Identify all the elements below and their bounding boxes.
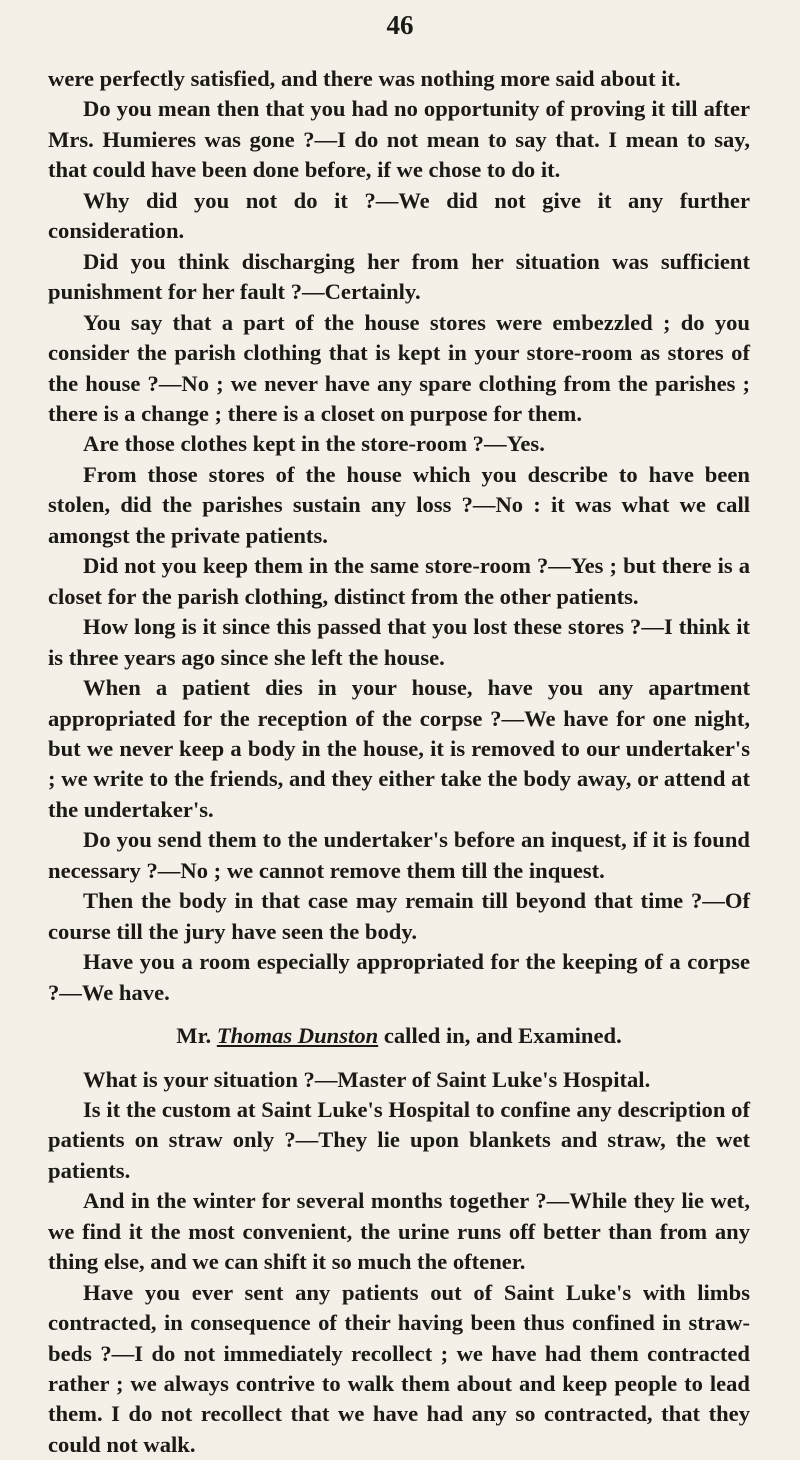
paragraph: How long is it since this passed that you lost these stores ?—I think it is three years ago since she left the house. (48, 614, 750, 670)
paragraph: Is it the custom at Saint Luke's Hospital to confine any description of patients on straw only ?—They lie upon blankets and straw, the wet patients. (48, 1096, 750, 1183)
paragraph: And in the winter for several months together ?—While they lie wet, we find it the most convenient, the urine runs off better than from any thing else, and we can shift it so much the oftener. (48, 1188, 750, 1275)
paragraph: Did you think discharging her from her situation was sufficient punishment for her fault ?—Certainly. (48, 248, 750, 305)
paragraph: Did not you keep them in the same store-room ?—Yes ; but there is a closet for the parish clothing, distinct from the other patients. (48, 553, 750, 609)
witness-heading (48, 1021, 750, 1051)
paragraph: Have you ever sent any patients out of Saint Luke's with limbs contracted, in consequence of their having been thus confined in straw-beds ?—I do not immediately recollect ; we have had them contracted rather ; we always contrive to walk them about and keep people to lead them. I do not recollect that we have had any so contracted, that they could not walk. (48, 1279, 750, 1457)
heading-prefix: Mr. (176, 1023, 217, 1049)
witness-name: Thomas Dunston (216, 1023, 379, 1049)
paragraph: Are those clothes kept in the store-room ?—Yes. (83, 431, 545, 457)
paragraph: Have you a room especially appropriated for the keeping of a corpse ?—We have. (48, 949, 750, 1005)
paragraph: Why did you not do it ?—We did not give it any further consideration. (48, 187, 750, 244)
paragraph: Do you send them to the undertaker's before an inquest, if it is found necessary ?—No ; we cannot remove them till the inquest. (48, 827, 750, 883)
paragraph: Do you mean then that you had no opportunity of proving it till after Mrs. Humieres was gone ?—I do not mean to say that. I mean to say, that could have been done before, if we chose to do it. (48, 96, 750, 183)
paragraph: What is your situation ?—Master of Saint Luke's Hospital. (83, 1066, 651, 1092)
paragraph: From those stores of the house which you describe to have been stolen, did the parishes sustain any loss ?—No : it was what we call amongst the private patients. (48, 461, 750, 548)
paragraph: You say that a part of the house stores were embezzled ; do you consider the parish clothing that is kept in your store-room as stores of the house ?—No ; we never have any spare clothing from the parishes ; there is a change ; there is a closet on purpose for them. (48, 309, 750, 426)
heading-suffix: called in, and Examined. (378, 1023, 622, 1049)
paragraph: When a patient dies in your house, have you any apartment appropriated for the reception of the corpse ?—We have for one night, but we never keep a body in the house, it is removed to our undertaker's ; we write to the friends, and they either take the body away, or attend at the undertaker's. (48, 675, 750, 822)
paragraph: Then the body in that case may remain till beyond that time ?—Of course till the jury have seen the body. (48, 888, 750, 944)
page-number: 46 (386, 10, 414, 40)
document-body (48, 64, 750, 1460)
paragraph: were perfectly satisfied, and there was nothing more said about it. (48, 66, 681, 91)
